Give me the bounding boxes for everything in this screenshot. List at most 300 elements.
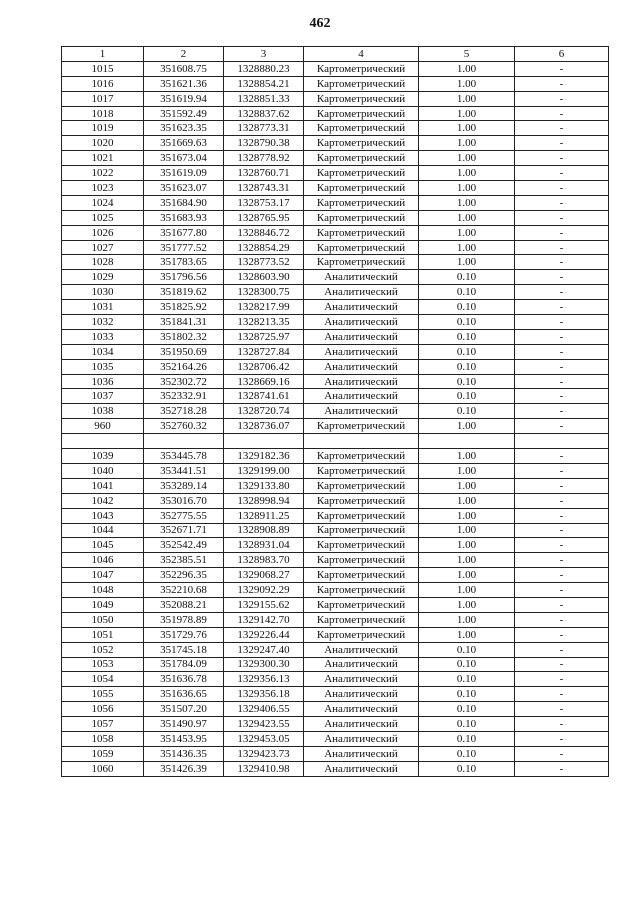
table-cell: 351507.20 (144, 702, 224, 717)
table-cell: 1329423.73 (224, 746, 304, 761)
table-cell: 1328300.75 (224, 285, 304, 300)
table-cell: 1037 (62, 389, 144, 404)
table-cell: - (515, 583, 609, 598)
table-cell: Аналитический (304, 672, 419, 687)
table-cell: 351426.39 (144, 761, 224, 776)
table-cell: - (515, 419, 609, 434)
table-cell: 1328854.21 (224, 76, 304, 91)
table-cell: 1328765.95 (224, 210, 304, 225)
table-cell: 1044 (62, 523, 144, 538)
table-cell: 351623.35 (144, 121, 224, 136)
table-row (62, 672, 609, 687)
table-cell: 1028 (62, 255, 144, 270)
table-cell: - (515, 478, 609, 493)
table-cell: Картометрический (304, 523, 419, 538)
table-cell: Картометрический (304, 449, 419, 464)
table-cell: 351784.09 (144, 657, 224, 672)
table-cell: 1052 (62, 642, 144, 657)
table-cell: 1.00 (419, 463, 515, 478)
table-cell: 1.00 (419, 136, 515, 151)
table-cell: 351669.63 (144, 136, 224, 151)
table-cell: 1.00 (419, 166, 515, 181)
table-cell: 351819.62 (144, 285, 224, 300)
table-cell (144, 434, 224, 449)
table-cell: 1033 (62, 329, 144, 344)
table-cell: - (515, 493, 609, 508)
table-cell: Картометрический (304, 597, 419, 612)
header-cell: 4 (304, 47, 419, 62)
table-cell: 1046 (62, 553, 144, 568)
table-cell: Аналитический (304, 285, 419, 300)
table-cell: 1328846.72 (224, 225, 304, 240)
table-cell: Картометрический (304, 91, 419, 106)
header-cell: 1 (62, 47, 144, 62)
table-row (62, 344, 609, 359)
table-row (62, 523, 609, 538)
table-cell: 1328760.71 (224, 166, 304, 181)
table-row (62, 91, 609, 106)
table-cell: Аналитический (304, 359, 419, 374)
table-cell: 1329092.29 (224, 583, 304, 598)
table-cell: - (515, 553, 609, 568)
table-row (62, 642, 609, 657)
table-cell: - (515, 389, 609, 404)
table-row (62, 76, 609, 91)
table-cell: 1050 (62, 612, 144, 627)
table-row (62, 463, 609, 478)
table-cell: Картометрический (304, 478, 419, 493)
table-cell: Картометрический (304, 225, 419, 240)
table-cell: 1.00 (419, 181, 515, 196)
table-cell: 1.00 (419, 553, 515, 568)
table-cell: Аналитический (304, 329, 419, 344)
table-cell: - (515, 300, 609, 315)
header-cell: 2 (144, 47, 224, 62)
table-cell: 351608.75 (144, 61, 224, 76)
table-row (62, 240, 609, 255)
coordinates-table (61, 46, 609, 777)
table-cell: Картометрический (304, 538, 419, 553)
table-cell: Картометрический (304, 463, 419, 478)
table-row (62, 210, 609, 225)
page-number: 462 (309, 16, 331, 31)
table-cell: 351436.35 (144, 746, 224, 761)
header-cell: 3 (224, 47, 304, 62)
table-cell: Картометрический (304, 151, 419, 166)
table-row (62, 553, 609, 568)
table-cell: Картометрический (304, 493, 419, 508)
table-cell: 0.10 (419, 642, 515, 657)
table-cell: 352332.91 (144, 389, 224, 404)
table-cell: 1329300.30 (224, 657, 304, 672)
table-cell: - (515, 315, 609, 330)
table-cell: 353441.51 (144, 463, 224, 478)
table-cell: Аналитический (304, 746, 419, 761)
table-cell: 1328880.23 (224, 61, 304, 76)
table-cell: Картометрический (304, 240, 419, 255)
table-cell: 1041 (62, 478, 144, 493)
table-cell: - (515, 359, 609, 374)
table-cell: Аналитический (304, 731, 419, 746)
table-cell: 351825.92 (144, 300, 224, 315)
table-row (62, 329, 609, 344)
table-row (62, 166, 609, 181)
table-cell: 351978.89 (144, 612, 224, 627)
table-cell: 1030 (62, 285, 144, 300)
table-cell: 351623.07 (144, 181, 224, 196)
table-cell: 1329356.13 (224, 672, 304, 687)
table-row (62, 449, 609, 464)
table-cell: - (515, 672, 609, 687)
table-cell: 1057 (62, 717, 144, 732)
table-cell: 1015 (62, 61, 144, 76)
table-row (62, 583, 609, 598)
table-cell: Картометрический (304, 61, 419, 76)
table-cell: 1.00 (419, 255, 515, 270)
table-cell: Аналитический (304, 315, 419, 330)
table-cell: 351684.90 (144, 195, 224, 210)
table-cell: 1328908.89 (224, 523, 304, 538)
table-cell: 1024 (62, 195, 144, 210)
table-cell: - (515, 91, 609, 106)
table-cell: 1031 (62, 300, 144, 315)
table-cell: 352302.72 (144, 374, 224, 389)
table-header (62, 47, 609, 62)
table-cell: 353445.78 (144, 449, 224, 464)
table-cell: Аналитический (304, 657, 419, 672)
table-cell: Аналитический (304, 702, 419, 717)
table-row (62, 121, 609, 136)
table-row (62, 493, 609, 508)
table-cell: 1328743.31 (224, 181, 304, 196)
table-cell: 1329155.62 (224, 597, 304, 612)
table-cell: 351950.69 (144, 344, 224, 359)
table-cell: Картометрический (304, 419, 419, 434)
table-cell: 0.10 (419, 761, 515, 776)
table-cell: 1329453.05 (224, 731, 304, 746)
table-cell: 1022 (62, 166, 144, 181)
table-cell: - (515, 508, 609, 523)
table-cell: 1.00 (419, 151, 515, 166)
table-row (62, 61, 609, 76)
table-cell: 352088.21 (144, 597, 224, 612)
table-cell: 0.10 (419, 717, 515, 732)
table-cell: 351729.76 (144, 627, 224, 642)
table-row (62, 255, 609, 270)
table-cell: Картометрический (304, 166, 419, 181)
table-cell: 1329410.98 (224, 761, 304, 776)
table-cell: - (515, 106, 609, 121)
table-cell: 1017 (62, 91, 144, 106)
table-cell: 1328706.42 (224, 359, 304, 374)
table-cell: - (515, 255, 609, 270)
table-cell: 1045 (62, 538, 144, 553)
table-cell: 351453.95 (144, 731, 224, 746)
table-cell: Аналитический (304, 374, 419, 389)
table-cell: 1023 (62, 181, 144, 196)
table-row (62, 702, 609, 717)
table-cell: - (515, 538, 609, 553)
table-cell: Картометрический (304, 612, 419, 627)
table-cell: 0.10 (419, 270, 515, 285)
table-cell: - (515, 136, 609, 151)
table-cell: 1048 (62, 583, 144, 598)
table-cell: 1038 (62, 404, 144, 419)
table-cell: 1.00 (419, 121, 515, 136)
table-cell: 351490.97 (144, 717, 224, 732)
table-cell: 0.10 (419, 389, 515, 404)
table-cell: 352718.28 (144, 404, 224, 419)
table-cell: 352542.49 (144, 538, 224, 553)
table-cell: 1328778.92 (224, 151, 304, 166)
table-row (62, 508, 609, 523)
table-row (62, 687, 609, 702)
table-cell: 1328931.04 (224, 538, 304, 553)
table-cell: 1018 (62, 106, 144, 121)
table-cell: 1.00 (419, 583, 515, 598)
table-cell: 0.10 (419, 285, 515, 300)
table-cell: 1328720.74 (224, 404, 304, 419)
table-cell: Аналитический (304, 642, 419, 657)
table-cell: Картометрический (304, 568, 419, 583)
table-cell: 1328217.99 (224, 300, 304, 315)
table-cell: Аналитический (304, 300, 419, 315)
table-cell: - (515, 166, 609, 181)
table-cell: - (515, 344, 609, 359)
table-cell: - (515, 612, 609, 627)
table-cell: 1328851.33 (224, 91, 304, 106)
table-row (62, 731, 609, 746)
table-cell: 1039 (62, 449, 144, 464)
table-cell (224, 434, 304, 449)
table-row (62, 612, 609, 627)
table-cell: - (515, 151, 609, 166)
table-cell: 351621.36 (144, 76, 224, 91)
table-cell: 0.10 (419, 672, 515, 687)
table-cell: 1329199.00 (224, 463, 304, 478)
table-cell: 1060 (62, 761, 144, 776)
table-cell: 352775.55 (144, 508, 224, 523)
table-cell: 1.00 (419, 195, 515, 210)
table-cell: 0.10 (419, 374, 515, 389)
table-cell: 1.00 (419, 523, 515, 538)
table-cell: - (515, 181, 609, 196)
table-row (62, 181, 609, 196)
table-row (62, 195, 609, 210)
table-cell: Аналитический (304, 717, 419, 732)
table-cell: 1329356.18 (224, 687, 304, 702)
table-row (62, 300, 609, 315)
table-cell: 1328725.97 (224, 329, 304, 344)
table-cell: 351683.93 (144, 210, 224, 225)
table-cell: 1.00 (419, 61, 515, 76)
table-cell: 351636.78 (144, 672, 224, 687)
table-cell: 1016 (62, 76, 144, 91)
table-cell: - (515, 270, 609, 285)
table-cell: 1043 (62, 508, 144, 523)
table-cell: 1021 (62, 151, 144, 166)
table-row (62, 151, 609, 166)
table-cell: 1.00 (419, 419, 515, 434)
table-cell: 1329423.55 (224, 717, 304, 732)
table-cell: - (515, 731, 609, 746)
table-cell: 1049 (62, 597, 144, 612)
table-cell: - (515, 657, 609, 672)
table-cell: 1329142.70 (224, 612, 304, 627)
table-cell: 1.00 (419, 210, 515, 225)
table-cell: Картометрический (304, 553, 419, 568)
table-cell: - (515, 597, 609, 612)
table-cell: 351677.80 (144, 225, 224, 240)
table-cell: 352385.51 (144, 553, 224, 568)
table-cell: Аналитический (304, 761, 419, 776)
table-cell: Картометрический (304, 136, 419, 151)
table-cell: 351841.31 (144, 315, 224, 330)
table-row (62, 374, 609, 389)
table-cell: - (515, 285, 609, 300)
table-cell: 1328213.35 (224, 315, 304, 330)
table-row (62, 225, 609, 240)
table-cell: 1328753.17 (224, 195, 304, 210)
table-cell: Картометрический (304, 195, 419, 210)
table-cell: 1329247.40 (224, 642, 304, 657)
table-cell (62, 434, 144, 449)
table-cell: 353016.70 (144, 493, 224, 508)
table-cell (419, 434, 515, 449)
table-row (62, 315, 609, 330)
table-cell: - (515, 61, 609, 76)
table-row (62, 434, 609, 449)
table-cell: Картометрический (304, 181, 419, 196)
table-row (62, 568, 609, 583)
table-cell: Аналитический (304, 344, 419, 359)
table-cell: 1036 (62, 374, 144, 389)
table-cell: 1328741.61 (224, 389, 304, 404)
table-cell: 1328837.62 (224, 106, 304, 121)
table-cell: 1027 (62, 240, 144, 255)
table-cell: 1.00 (419, 538, 515, 553)
table-cell: 1329133.80 (224, 478, 304, 493)
table-cell: 351673.04 (144, 151, 224, 166)
table-row (62, 389, 609, 404)
table-cell: 1032 (62, 315, 144, 330)
table-cell: 351783.65 (144, 255, 224, 270)
table-cell: 352760.32 (144, 419, 224, 434)
table-row (62, 657, 609, 672)
table-cell: 1058 (62, 731, 144, 746)
table-cell: 1329226.44 (224, 627, 304, 642)
table-cell: - (515, 404, 609, 419)
table-cell: - (515, 568, 609, 583)
table-cell: - (515, 687, 609, 702)
table-cell: 0.10 (419, 300, 515, 315)
table-cell: 1035 (62, 359, 144, 374)
table-cell: Картометрический (304, 210, 419, 225)
table-cell: 1328736.07 (224, 419, 304, 434)
table-cell: 1020 (62, 136, 144, 151)
table-cell: 351619.09 (144, 166, 224, 181)
table-cell: - (515, 717, 609, 732)
table-cell: 353289.14 (144, 478, 224, 493)
table-cell: 1.00 (419, 568, 515, 583)
table-cell: 1047 (62, 568, 144, 583)
table-cell: 1.00 (419, 240, 515, 255)
table-cell: Картометрический (304, 76, 419, 91)
table-cell: Картометрический (304, 255, 419, 270)
header-cell: 6 (515, 47, 609, 62)
table-cell: 1040 (62, 463, 144, 478)
table-row (62, 106, 609, 121)
table-cell: 0.10 (419, 329, 515, 344)
table-row (62, 285, 609, 300)
table-cell: 960 (62, 419, 144, 434)
table-cell: 1329182.36 (224, 449, 304, 464)
table-row (62, 419, 609, 434)
table-cell: 1.00 (419, 106, 515, 121)
table-cell: 1.00 (419, 76, 515, 91)
table-cell: - (515, 240, 609, 255)
table-row (62, 717, 609, 732)
table-cell: 1054 (62, 672, 144, 687)
table-cell: Картометрический (304, 583, 419, 598)
table-cell: 1053 (62, 657, 144, 672)
table-cell: 351796.56 (144, 270, 224, 285)
table-cell: 0.10 (419, 404, 515, 419)
table-cell: 0.10 (419, 702, 515, 717)
table-cell: 1.00 (419, 612, 515, 627)
table-cell: - (515, 627, 609, 642)
table-cell: 352210.68 (144, 583, 224, 598)
table-cell: 352164.26 (144, 359, 224, 374)
table-row (62, 359, 609, 374)
table-cell: Картометрический (304, 508, 419, 523)
table-cell: 1328998.94 (224, 493, 304, 508)
table-cell: - (515, 195, 609, 210)
table-cell: 1.00 (419, 225, 515, 240)
table-row (62, 136, 609, 151)
table-cell: - (515, 449, 609, 464)
table-cell: - (515, 121, 609, 136)
table-cell: 0.10 (419, 657, 515, 672)
table-cell: - (515, 374, 609, 389)
table-cell: 0.10 (419, 731, 515, 746)
table-cell: 1034 (62, 344, 144, 359)
table-cell: 1328773.31 (224, 121, 304, 136)
table-cell: 1.00 (419, 449, 515, 464)
header-cell: 5 (419, 47, 515, 62)
table-cell: 1019 (62, 121, 144, 136)
table-cell: 351745.18 (144, 642, 224, 657)
table-cell: Аналитический (304, 270, 419, 285)
table-cell: Аналитический (304, 404, 419, 419)
table-row (62, 761, 609, 776)
table-cell: 1328983.70 (224, 553, 304, 568)
table-cell: - (515, 76, 609, 91)
table-cell: 1.00 (419, 493, 515, 508)
table-cell: 1025 (62, 210, 144, 225)
table-cell: 1051 (62, 627, 144, 642)
table-cell: Аналитический (304, 687, 419, 702)
table-cell: - (515, 225, 609, 240)
table-row (62, 627, 609, 642)
table-cell: 1.00 (419, 508, 515, 523)
table-cell: 351636.65 (144, 687, 224, 702)
table-cell: 0.10 (419, 315, 515, 330)
table-cell: Картометрический (304, 121, 419, 136)
table-cell: 351777.52 (144, 240, 224, 255)
table-cell: 1056 (62, 702, 144, 717)
table-cell: 1328603.90 (224, 270, 304, 285)
